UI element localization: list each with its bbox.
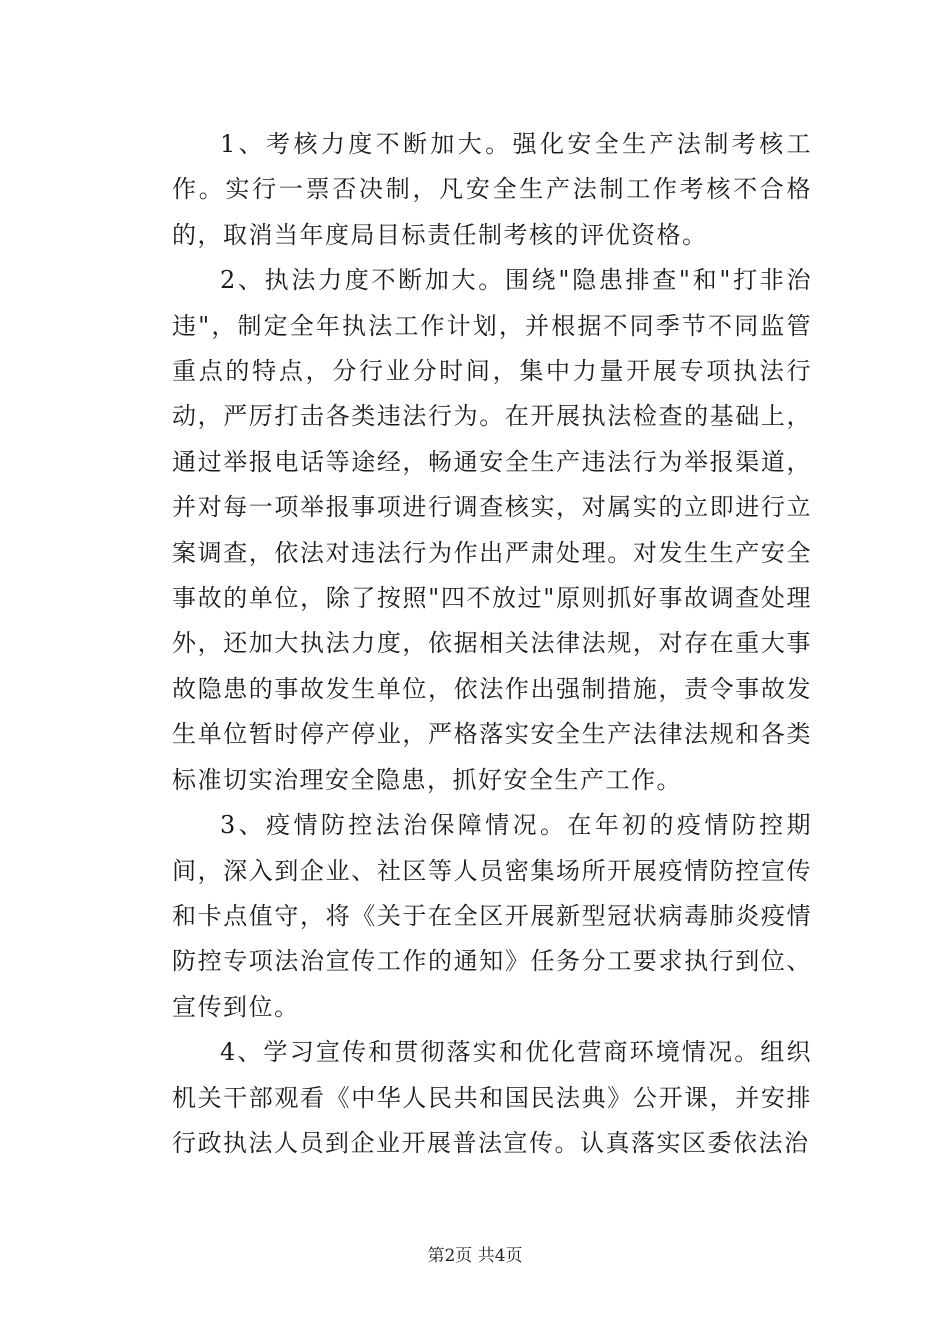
page-number-footer: 第2页 共4页 [427, 1246, 523, 1266]
paragraph-3: 3、疫情防控法治保障情况。在年初的疫情防控期间，深入到企业、社区等人员密集场所开展疫情防控宣传和卡点值守，将《关于在全区开展新型冠状病毒肺炎疫情防控专项法治宣传工作的通知》任务分工要求执行到位、宣传到位。 [172, 811, 812, 1021]
document-body [172, 122, 812, 1166]
paragraph-4: 4、学习宣传和贯彻落实和优化营商环境情况。组织机关干部观看《中华人民共和国民法典》公开课，并安排行政执法人员到企业开展普法宣传。认真落实区委依法治 [172, 1038, 812, 1157]
paragraph-1: 1、考核力度不断加大。强化安全生产法制考核工作。实行一票否决制，凡安全生产法制工作考核不合格的，取消当年度局目标责任制考核的评优资格。 [172, 130, 812, 249]
paragraph-2: 2、执法力度不断加大。围绕"隐患排查"和"打非治违"，制定全年执法工作计划，并根据不同季节不同监管重点的特点，分行业分时间，集中力量开展专项执法行动，严厉打击各类违法行为。在开展执法检查的基础上，通过举报电话等途经，畅通安全生产违法行为举报渠道，并对每一项举报事项进行调查核实，对属实的立即进行立案调查，依法对违法行为作出严肃处理。对发生生产安全事故的单位，除了按照"四不放过"原则抓好事故调查处理外，还加大执法力度，依据相关法律法规，对存在重大事故隐患的事故发生单位，依法作出强制措施，责令事故发生单位暂时停产停业，严格落实安全生产法律法规和各类标准切实治理安全隐患，抓好安全生产工作。 [172, 266, 812, 794]
